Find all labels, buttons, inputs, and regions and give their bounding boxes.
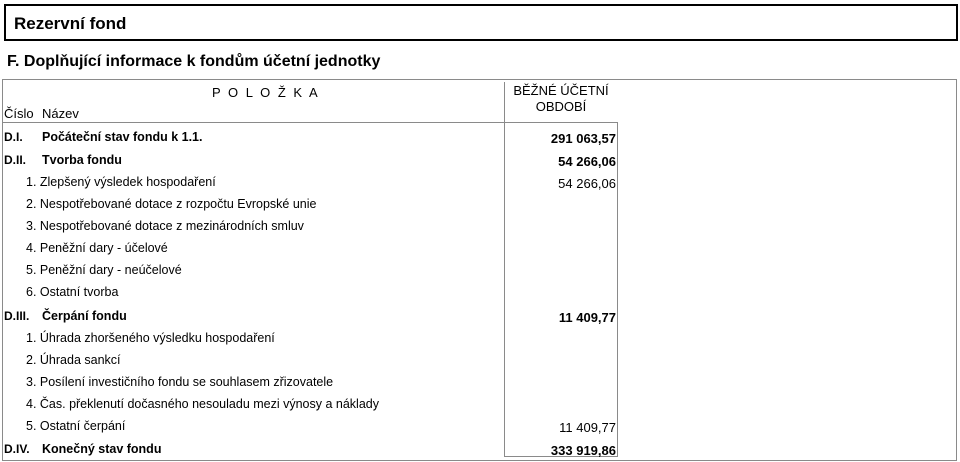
row-name: 1. Úhrada zhoršeného výsledku hospodaření [26,331,275,345]
row-code: D.I. [4,130,23,144]
header-divider [2,122,504,123]
header-items: P O L O Ž K A [212,85,320,100]
row-name: 6. Ostatní tvorba [26,285,119,299]
row-value: 54 266,06 [558,176,616,191]
row-name: 2. Nespotřebované dotace z rozpočtu Evropské unie [26,197,317,211]
header-current-period: BĚŽNÉ ÚČETNÍ OBDOBÍ [513,83,609,114]
row-name: Konečný stav fondu [42,442,162,456]
table-row [0,237,620,259]
table-row [0,349,620,371]
table-row [0,305,620,327]
header-number: Číslo [4,106,34,121]
table-row [0,171,620,193]
table-row [0,371,620,393]
row-value: 54 266,06 [558,154,616,169]
row-name: 3. Posílení investičního fondu se souhlasem zřizovatele [26,375,334,389]
table-row [0,126,620,148]
table-row [0,149,620,171]
row-name: Počáteční stav fondu k 1.1. [42,130,203,144]
table-row [0,438,620,460]
row-name: Tvorba fondu [42,153,122,167]
row-code: D.IV. [4,442,30,456]
row-name: 5. Peněžní dary - neúčelové [26,263,182,277]
row-name: 3. Nespotřebované dotace z mezinárodních smluv [26,219,304,233]
section-title: F. Doplňující informace k fondům účetní jednotky [7,53,381,70]
table-row [0,327,620,349]
page-title: Rezervní fond [14,14,127,33]
page-title-box [4,4,958,41]
row-name: Čerpání fondu [42,309,127,323]
header-name: Název [42,106,79,121]
table-row [0,281,620,303]
row-name: 5. Ostatní čerpání [26,419,126,433]
row-name: 2. Úhrada sankcí [26,353,121,367]
row-value: 11 409,77 [558,310,616,325]
table-row [0,415,620,437]
row-name: 4. Čas. překlenutí dočasného nesouladu mezi výnosy a náklady [26,397,379,411]
row-value: 333 919,86 [550,443,616,458]
row-code: D.III. [4,309,30,323]
row-value: 291 063,57 [550,131,616,146]
table-row [0,215,620,237]
row-name: 4. Peněžní dary - účelové [26,241,168,255]
table-row [0,193,620,215]
row-name: 1. Zlepšený výsledek hospodaření [26,175,216,189]
table-row [0,393,620,415]
table-row [0,259,620,281]
row-value: 11 409,77 [559,420,616,435]
row-code: D.II. [4,153,27,167]
